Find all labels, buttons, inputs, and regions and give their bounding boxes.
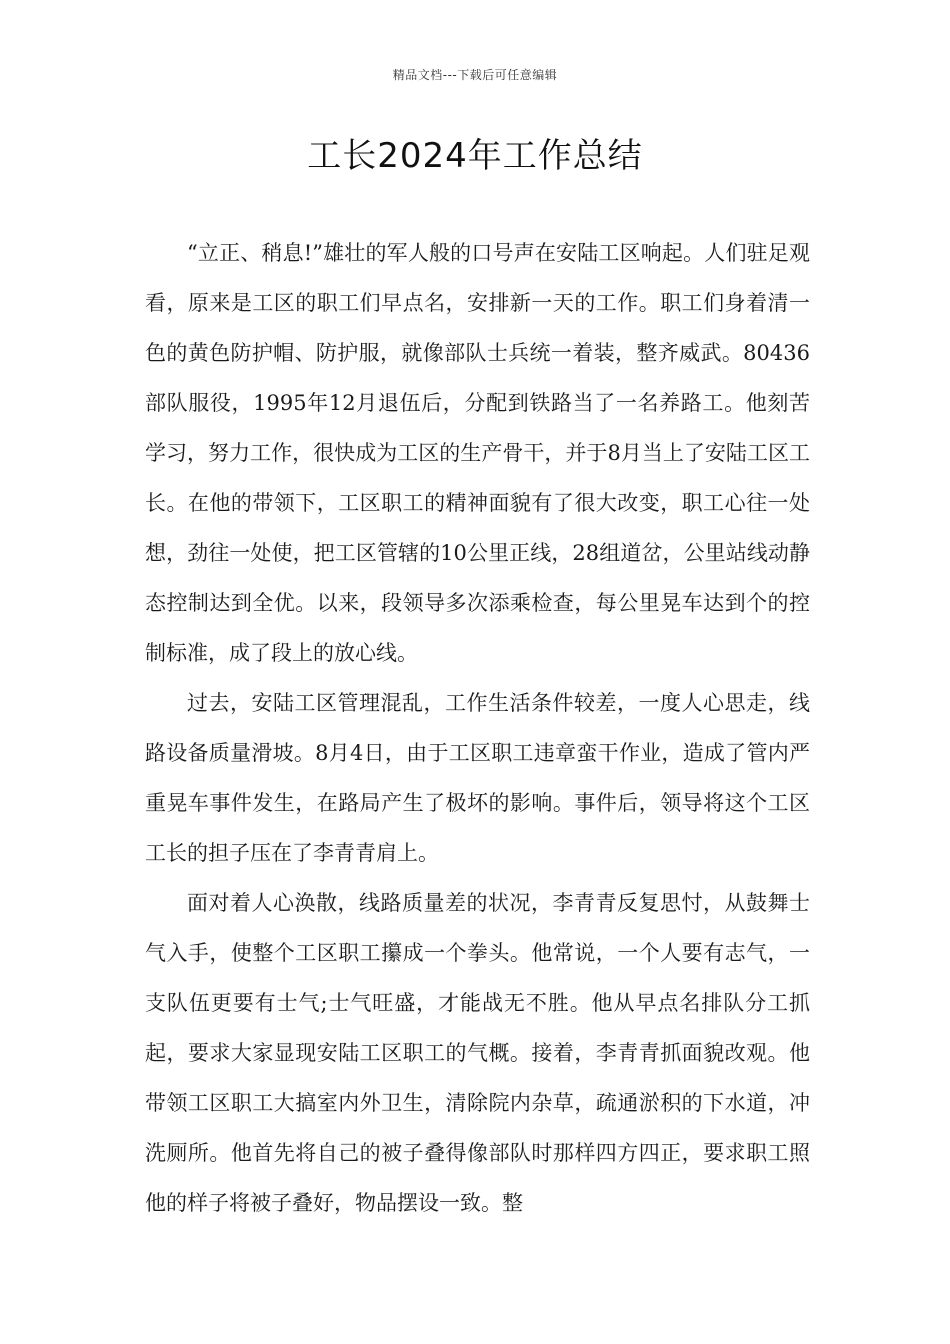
paragraph-2: 过去，安陆工区管理混乱，工作生活条件较差，一度人心思走，线路设备质量滑坡。8月4日，由于工区职工违章蛮干作业，造成了管内严重晃车事件发生，在路局产生了极坏的影响。事件后，领导将这个工区工长的担子压在了李青青肩上。 (145, 691, 810, 865)
paragraph-3: 面对着人心涣散，线路质量差的状况，李青青反复思忖，从鼓舞士气入手，使整个工区职工攥成一个拳头。他常说，一个人要有志气，一支队伍更要有士气;士气旺盛，才能战无不胜。他从早点名排队分工抓起，要求大家显现安陆工区职工的气概。接着，李青青抓面貌改观。他带领工区职工大搞室内外卫生，清除院内杂草，疏通淤积的下水道，冲洗厕所。他首先将自己的被子叠得像部队时那样四方四正，要求职工照他的样子将被子叠好，物品摆设一致。整 (145, 891, 810, 1215)
paragraph-1: “立正、稍息!”雄壮的军人般的口号声在安陆工区响起。人们驻足观看，原来是工区的职工们早点名，安排新一天的工作。职工们身着清一色的黄色防护帽、防护服，就像部队士兵统一着装，整齐威武。80436部队服役，1995年12月退伍后，分配到铁路当了一名养路工。他刻苦学习，努力工作，很快成为工区的生产骨干，并于8月当上了安陆工区工长。在他的带领下，工区职工的精神面貌有了很大改变，职工心往一处想，劲往一处使，把工区管辖的10公里正线，28组道岔，公里站线动静态控制达到全优。以来，段领导多次添乘检查，每公里晃车达到个的控制标准，成了段上的放心线。 (145, 241, 810, 665)
header-note: 精品文档---下载后可任意编辑 (392, 68, 558, 82)
document-body (145, 228, 810, 1228)
document-title: 工长2024年工作总结 (307, 136, 643, 176)
